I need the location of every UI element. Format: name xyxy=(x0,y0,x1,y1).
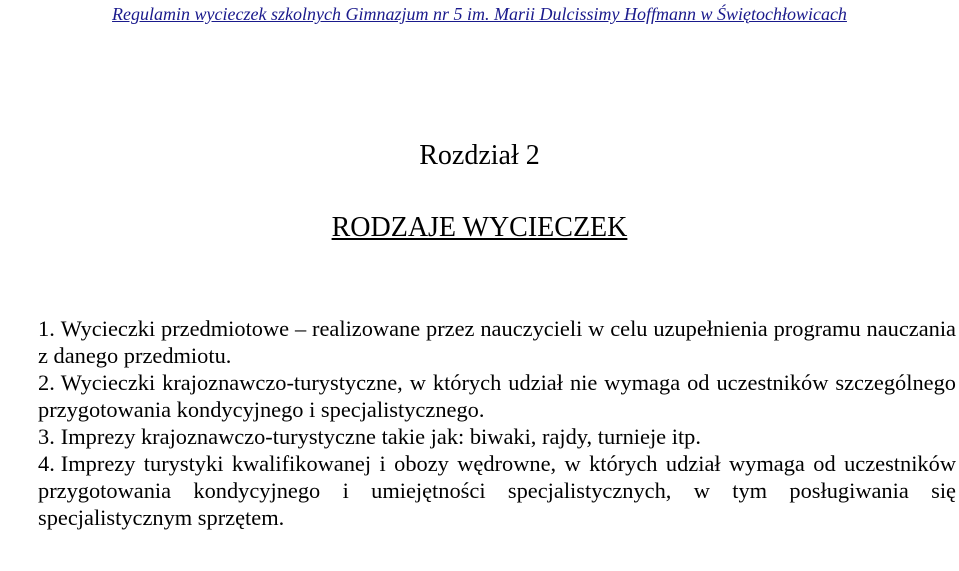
rule-item xyxy=(38,315,956,369)
rule-number: 2. xyxy=(38,370,55,395)
rule-text: Wycieczki przedmiotowe – realizowane przez nauczycieli w celu uzupełnienia programu nauczania z danego przedmiotu. xyxy=(38,316,956,368)
rule-item xyxy=(38,450,956,531)
rule-text: Wycieczki krajoznawczo-turystyczne, w których udział nie wymaga od uczestników szczególnego przygotowania kondycyjnego i specjalistycznego. xyxy=(38,370,956,422)
rule-number: 1. xyxy=(38,316,55,341)
rule-item xyxy=(38,369,956,423)
chapter-number: Rozdział 2 xyxy=(419,140,540,171)
rule-number: 4. xyxy=(38,451,55,476)
rule-number: 3. xyxy=(38,424,55,449)
rule-text: Imprezy turystyki kwalifikowanej i obozy wędrowne, w których udział wymaga od uczestników przygotowania kondycyjnego i umiejętności specjalistycznych, w tym posługiwania się specjalistycznym sprzętem. xyxy=(38,451,956,530)
chapter-title: RODZAJE WYCIECZEK xyxy=(331,212,628,243)
rule-text: Imprezy krajoznawczo-turystyczne takie jak: biwaki, rajdy, turnieje itp. xyxy=(60,424,701,449)
running-header: Regulamin wycieczek szkolnych Gimnazjum nr 5 im. Marii Dulcissimy Hoffmann w Świętochłowicach xyxy=(112,4,847,24)
rules-list xyxy=(38,315,956,531)
rule-item xyxy=(38,423,956,450)
